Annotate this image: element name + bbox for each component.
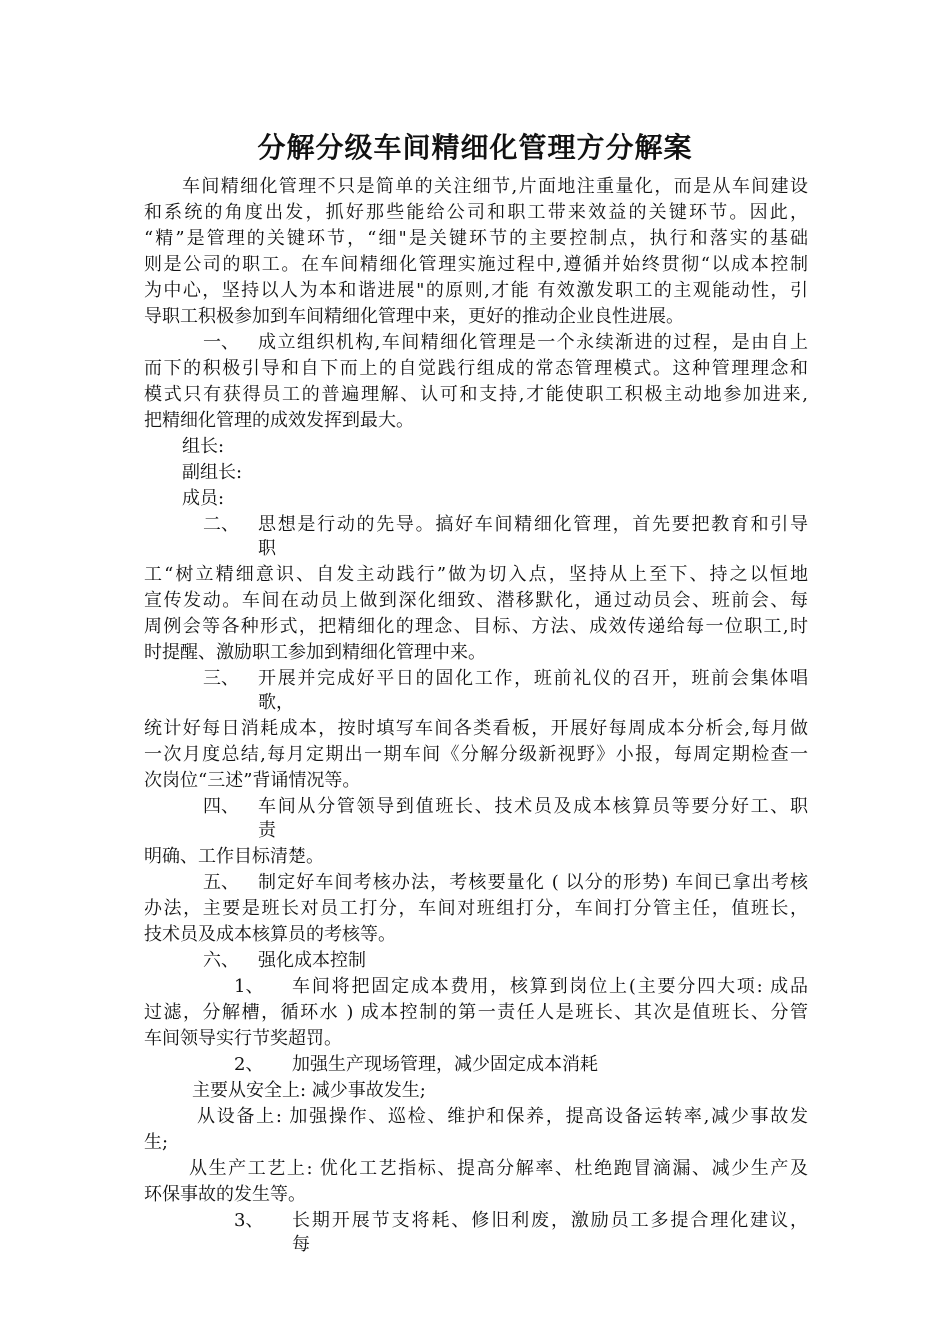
paragraph-line: 从设备上: 加强操作、巡检、维护和保养，提高设备运转率,减少事故发: [197, 1106, 808, 1127]
paragraph-line: 办法，主要是班长对员工打分，车间对班组打分，车间打分管主任，值班长，: [144, 898, 808, 919]
paragraph-line: 主要从安全上: 减少事故发生;: [192, 1080, 426, 1101]
paragraph-line: 环保事故的发生等。: [144, 1184, 306, 1205]
paragraph-line: 而下的积极引导和自下而上的自觉践行组成的常态管理模式。这种管理理念和: [144, 358, 808, 379]
paragraph-line: “精”是管理的关键环节，“细"是关键环节的主要控制点，执行和落实的基础: [144, 228, 808, 249]
item-number: 1、: [234, 976, 264, 997]
paragraph-line: 车间精细化管理不只是简单的关注细节,片面地注重量化，而是从车间建设: [182, 176, 808, 197]
paragraph-line: 和系统的角度出发，抓好那些能给公司和职工带来效益的关键环节。因此，: [144, 202, 808, 223]
paragraph-line: 职: [258, 538, 276, 559]
paragraph-line: 长期开展节支将耗、修旧利废，激励员工多提合理化建议，: [292, 1210, 808, 1231]
paragraph-line: 车间将把固定成本费用，核算到岗位上(主要分四大项: 成品: [292, 976, 808, 997]
paragraph-line: 制定好车间考核办法，考核要量化 ( 以分的形势) 车间已拿出考核: [258, 872, 808, 893]
paragraph-line: 开展并完成好平日的固化工作，班前礼仪的召开，班前会集体唱: [258, 668, 808, 689]
section-number: 五、: [203, 872, 239, 893]
section-heading: 强化成本控制: [258, 950, 366, 971]
section-number: 三、: [203, 668, 239, 689]
paragraph-line: 一次月度总结,每月定期出一期车间《分解分级新视野》小报，每周定期检查一: [144, 744, 808, 765]
paragraph-line: 歌，: [258, 692, 294, 713]
section-number: 四、: [203, 796, 239, 817]
paragraph-line: 过滤，分解槽，循环水 ) 成本控制的第一责任人是班长、其次是值班长、分管: [144, 1002, 808, 1023]
paragraph-line: 周例会等各种形式，把精细化的理念、目标、方法、成效传递给每一位职工,时: [144, 616, 808, 637]
paragraph-line: 宣传发动。车间在动员上做到深化细致、潜移默化，通过动员会、班前会、每: [144, 590, 808, 611]
paragraph-line: 从生产工艺上: 优化工艺指标、提高分解率、杜绝跑冒滴漏、减少生产及: [189, 1158, 808, 1179]
paragraph-line: 车间领导实行节奖超罚。: [144, 1028, 342, 1049]
members-label: 成员:: [182, 488, 225, 509]
paragraph-line: 明确、工作目标清楚。: [144, 846, 324, 867]
section-number: 二、: [203, 514, 239, 535]
paragraph-line: 次岗位“三述”背诵情况等。: [144, 770, 361, 791]
paragraph-line: 为中心，坚持以人为本和谐进展"的原则,才能 有效激发职工的主观能动性，引: [144, 280, 808, 301]
paragraph-line: 思想是行动的先导。搞好车间精细化管理，首先要把教育和引导: [258, 514, 808, 535]
section-number: 六、: [203, 950, 239, 971]
group-leader-label: 组长:: [182, 436, 225, 457]
paragraph-line: 模式只有获得员工的普遍理解、认可和支持,才能使职工积极主动地参加进来,: [144, 384, 808, 405]
paragraph-line: 技术员及成本核算员的考核等。: [144, 924, 396, 945]
section-number: 一、: [203, 332, 239, 353]
item-number: 2、: [234, 1054, 264, 1075]
paragraph-line: 责: [258, 820, 276, 841]
paragraph-line: 工“树立精细意识、自发主动践行”做为切入点，坚持从上至下、持之以恒地: [144, 564, 808, 585]
paragraph-line: 成立组织机构,车间精细化管理是一个永续渐进的过程，是由自上: [258, 332, 808, 353]
document-title: 分解分级车间精细化管理方分解案: [257, 131, 693, 164]
paragraph-line: 时提醒、激励职工参加到精细化管理中来。: [144, 642, 486, 663]
paragraph-line: 把精细化管理的成效发挥到最大。: [144, 410, 414, 431]
paragraph-line: 车间从分管领导到值班长、技术员及成本核算员等要分好工、职: [258, 796, 808, 817]
item-number: 3、: [234, 1210, 264, 1231]
paragraph-line: 则是公司的职工。在车间精细化管理实施过程中,遵循并始终贯彻“以成本控制: [144, 254, 808, 275]
paragraph-line: 统计好每日消耗成本，按时填写车间各类看板，开展好每周成本分析会,每月做: [144, 718, 808, 739]
paragraph-line: 生;: [144, 1132, 169, 1153]
paragraph-line: 每: [292, 1234, 310, 1255]
deputy-leader-label: 副组长:: [182, 462, 243, 483]
paragraph-line: 导职工积极参加到车间精细化管理中来，更好的推动企业良性进展。: [144, 306, 684, 327]
paragraph-line: 加强生产现场管理，减少固定成本消耗: [292, 1054, 598, 1075]
